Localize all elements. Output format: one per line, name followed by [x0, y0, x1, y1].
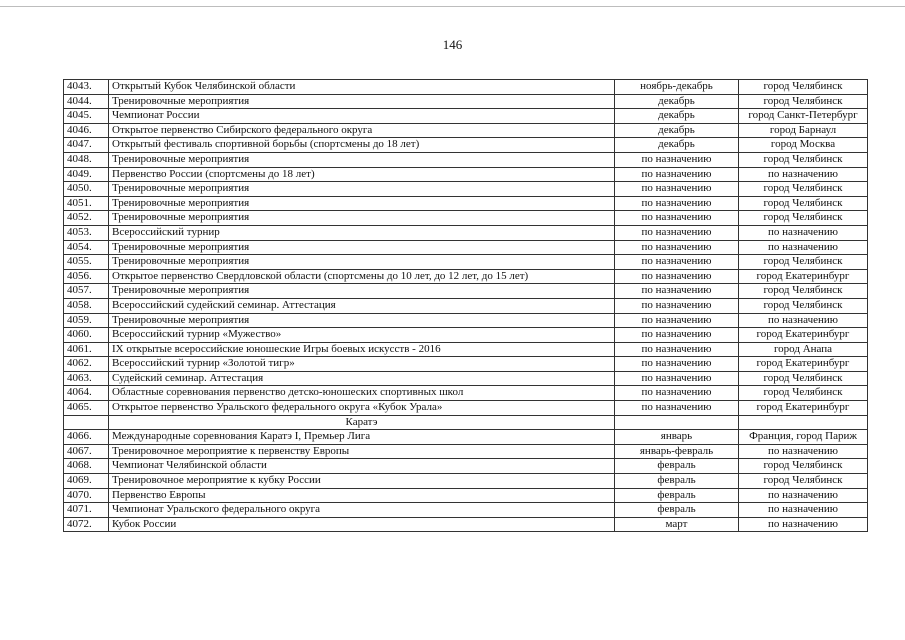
table-row	[64, 371, 868, 386]
table-row	[64, 284, 868, 299]
event-number: 4045.	[64, 109, 109, 124]
table-row	[64, 313, 868, 328]
event-place: по назначению	[739, 503, 868, 518]
table-row	[64, 474, 868, 489]
event-date: декабрь	[615, 94, 739, 109]
event-name: Тренировочные мероприятия	[109, 211, 615, 226]
page-number: 146	[442, 37, 463, 52]
event-place: город Челябинск	[739, 152, 868, 167]
event-name: Первенство Европы	[109, 488, 615, 503]
event-place: город Челябинск	[739, 211, 868, 226]
event-date: по назначению	[615, 225, 739, 240]
event-number: 4054.	[64, 240, 109, 255]
table-row	[64, 488, 868, 503]
event-place: город Екатеринбург	[739, 357, 868, 372]
event-place: город Челябинск	[739, 182, 868, 197]
table-row	[64, 167, 868, 182]
event-number: 4072.	[64, 517, 109, 532]
event-date: по назначению	[615, 313, 739, 328]
event-number: 4047.	[64, 138, 109, 153]
event-place: город Барнаул	[739, 123, 868, 138]
event-number: 4069.	[64, 474, 109, 489]
table-row	[64, 240, 868, 255]
event-number: 4068.	[64, 459, 109, 474]
event-number: 4046.	[64, 123, 109, 138]
table-row	[64, 109, 868, 124]
event-date: по назначению	[615, 401, 739, 416]
table-row	[64, 342, 868, 357]
event-number: 4062.	[64, 357, 109, 372]
table-row	[64, 269, 868, 284]
event-name: Всероссийский турнир «Мужество»	[109, 328, 615, 343]
table-row	[64, 357, 868, 372]
event-name: Открытый фестиваль спортивной борьбы (спортсмены до 18 лет)	[109, 138, 615, 153]
event-name: Международные соревнования Каратэ I, Премьер Лига	[109, 430, 615, 445]
page-top-edge	[0, 0, 905, 7]
event-name: Судейский семинар. Аттестация	[109, 371, 615, 386]
event-name: Всероссийский турнир	[109, 225, 615, 240]
event-number: 4055.	[64, 255, 109, 270]
table-row	[64, 328, 868, 343]
event-place: город Челябинск	[739, 371, 868, 386]
event-place: город Челябинск	[739, 80, 868, 95]
event-date: февраль	[615, 488, 739, 503]
event-number: 4052.	[64, 211, 109, 226]
event-date: по назначению	[615, 284, 739, 299]
table-row	[64, 182, 868, 197]
table-row	[64, 459, 868, 474]
table-row	[64, 138, 868, 153]
table-row	[64, 430, 868, 445]
table-row	[64, 123, 868, 138]
event-name: Тренировочные мероприятия	[109, 152, 615, 167]
section-row	[64, 415, 868, 430]
event-name: Открытое первенство Сибирского федерального округа	[109, 123, 615, 138]
event-place: город Челябинск	[739, 459, 868, 474]
event-date: по назначению	[615, 298, 739, 313]
event-number: 4057.	[64, 284, 109, 299]
event-date: февраль	[615, 503, 739, 518]
event-name: IX открытые всероссийские юношеские Игры боевых искусств - 2016	[109, 342, 615, 357]
event-number: 4051.	[64, 196, 109, 211]
event-name: Чемпионат Уральского федерального округа	[109, 503, 615, 518]
table-row	[64, 255, 868, 270]
section-empty-cell	[615, 415, 739, 430]
event-place: город Челябинск	[739, 94, 868, 109]
section-empty-cell	[64, 415, 109, 430]
event-name: Тренировочное мероприятие к кубку России	[109, 474, 615, 489]
event-date: по назначению	[615, 328, 739, 343]
event-number: 4066.	[64, 430, 109, 445]
event-place: город Екатеринбург	[739, 269, 868, 284]
event-number: 4059.	[64, 313, 109, 328]
events-table	[63, 79, 868, 532]
table-row	[64, 517, 868, 532]
event-date: март	[615, 517, 739, 532]
event-place: по назначению	[739, 444, 868, 459]
table-row	[64, 152, 868, 167]
event-number: 4049.	[64, 167, 109, 182]
event-place: город Екатеринбург	[739, 328, 868, 343]
event-number: 4070.	[64, 488, 109, 503]
event-place: город Санкт-Петербург	[739, 109, 868, 124]
event-place: Франция, город Париж	[739, 430, 868, 445]
event-name: Тренировочное мероприятие к первенству Европы	[109, 444, 615, 459]
event-number: 4044.	[64, 94, 109, 109]
table-row	[64, 211, 868, 226]
event-number: 4067.	[64, 444, 109, 459]
event-date: по назначению	[615, 152, 739, 167]
event-date: по назначению	[615, 211, 739, 226]
table-row	[64, 196, 868, 211]
event-date: февраль	[615, 474, 739, 489]
event-place: город Челябинск	[739, 474, 868, 489]
event-place: по назначению	[739, 240, 868, 255]
table-row	[64, 401, 868, 416]
table-row	[64, 503, 868, 518]
table-row	[64, 94, 868, 109]
table-row	[64, 386, 868, 401]
event-name: Чемпионат Челябинской области	[109, 459, 615, 474]
section-empty-cell	[739, 415, 868, 430]
event-date: январь	[615, 430, 739, 445]
event-number: 4048.	[64, 152, 109, 167]
event-date: по назначению	[615, 167, 739, 182]
event-date: по назначению	[615, 357, 739, 372]
event-date: по назначению	[615, 342, 739, 357]
event-name: Тренировочные мероприятия	[109, 196, 615, 211]
event-name: Тренировочные мероприятия	[109, 240, 615, 255]
event-place: по назначению	[739, 225, 868, 240]
event-date: ноябрь-декабрь	[615, 80, 739, 95]
event-date: декабрь	[615, 123, 739, 138]
event-date: январь-февраль	[615, 444, 739, 459]
event-date: февраль	[615, 459, 739, 474]
event-number: 4071.	[64, 503, 109, 518]
event-date: декабрь	[615, 109, 739, 124]
event-name: Кубок России	[109, 517, 615, 532]
event-place: город Челябинск	[739, 196, 868, 211]
event-number: 4065.	[64, 401, 109, 416]
event-number: 4063.	[64, 371, 109, 386]
event-date: по назначению	[615, 196, 739, 211]
section-title: Каратэ	[109, 415, 615, 430]
event-date: по назначению	[615, 255, 739, 270]
event-name: Областные соревнования первенство детско-юношеских спортивных школ	[109, 386, 615, 401]
event-name: Тренировочные мероприятия	[109, 94, 615, 109]
event-name: Открытое первенство Уральского федерального округа «Кубок Урала»	[109, 401, 615, 416]
event-place: город Челябинск	[739, 255, 868, 270]
event-place: по назначению	[739, 167, 868, 182]
event-name: Тренировочные мероприятия	[109, 182, 615, 197]
event-place: город Челябинск	[739, 386, 868, 401]
table-row	[64, 225, 868, 240]
event-number: 4058.	[64, 298, 109, 313]
event-date: декабрь	[615, 138, 739, 153]
event-name: Всероссийский судейский семинар. Аттестация	[109, 298, 615, 313]
event-number: 4060.	[64, 328, 109, 343]
event-number: 4050.	[64, 182, 109, 197]
table-row	[64, 444, 868, 459]
event-date: по назначению	[615, 182, 739, 197]
event-date: по назначению	[615, 386, 739, 401]
event-place: город Челябинск	[739, 298, 868, 313]
event-place: город Челябинск	[739, 284, 868, 299]
event-number: 4061.	[64, 342, 109, 357]
event-name: Чемпионат России	[109, 109, 615, 124]
event-date: по назначению	[615, 371, 739, 386]
event-name: Первенство России (спортсмены до 18 лет)	[109, 167, 615, 182]
events-table-body	[64, 80, 868, 532]
event-number: 4053.	[64, 225, 109, 240]
table-row	[64, 80, 868, 95]
event-place: по назначению	[739, 313, 868, 328]
event-date: по назначению	[615, 240, 739, 255]
event-name: Тренировочные мероприятия	[109, 313, 615, 328]
event-number: 4064.	[64, 386, 109, 401]
event-name: Открытое первенство Свердловской области (спортсмены до 10 лет, до 12 лет, до 15 лет)	[109, 269, 615, 284]
event-place: по назначению	[739, 517, 868, 532]
table-row	[64, 298, 868, 313]
event-name: Открытый Кубок Челябинской области	[109, 80, 615, 95]
event-place: по назначению	[739, 488, 868, 503]
event-place: город Екатеринбург	[739, 401, 868, 416]
event-date: по назначению	[615, 269, 739, 284]
event-name: Тренировочные мероприятия	[109, 255, 615, 270]
event-place: город Анапа	[739, 342, 868, 357]
event-number: 4056.	[64, 269, 109, 284]
event-place: город Москва	[739, 138, 868, 153]
event-name: Всероссийский турнир «Золотой тигр»	[109, 357, 615, 372]
event-number: 4043.	[64, 80, 109, 95]
event-name: Тренировочные мероприятия	[109, 284, 615, 299]
